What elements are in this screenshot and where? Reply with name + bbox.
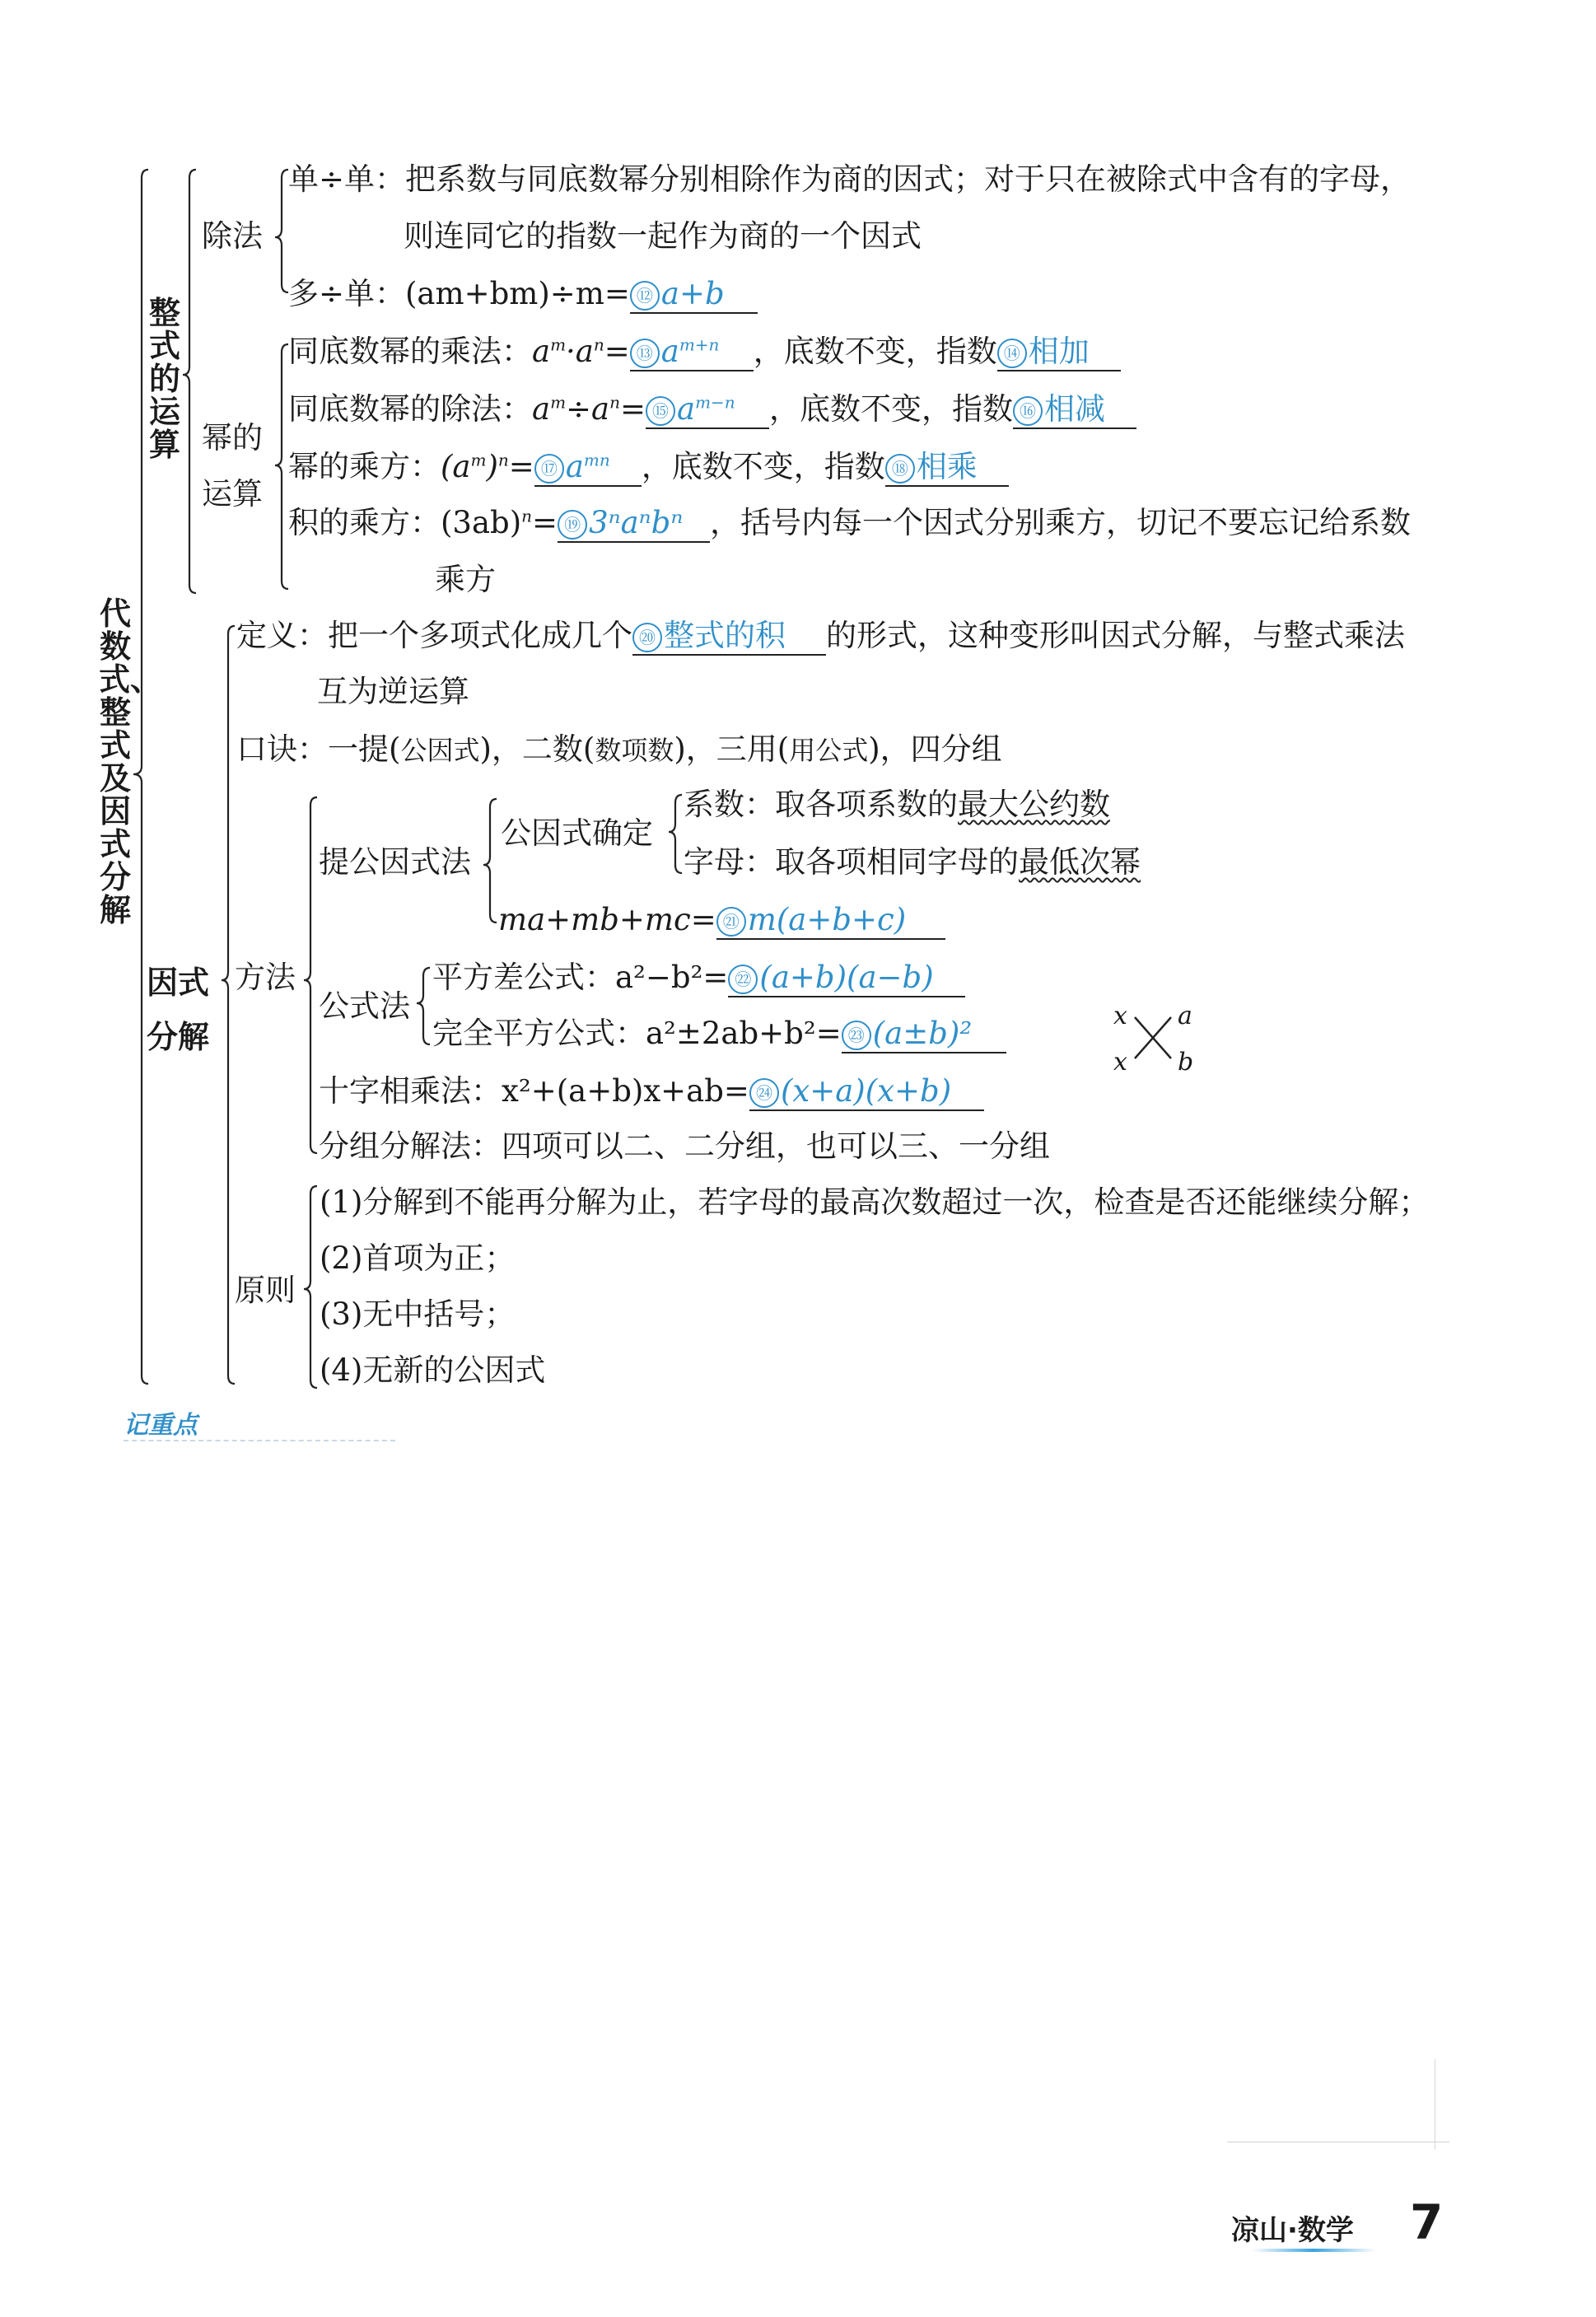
method-label: 方法 [235, 960, 296, 995]
perf-sq-blank [842, 1016, 1006, 1053]
factor-def-answer: 整式的积 [664, 618, 786, 653]
power-mul-rule: 同底数幂的乘法：$a^m\cdot a^n=$ ⑬ $a^{m+n}$ ，底数不变，指数 ⑭ 相加 [288, 334, 1121, 371]
factor-def-num: ⑳ [632, 623, 662, 652]
power-prod-answer: 3ⁿaⁿbⁿ [589, 505, 684, 540]
power-prod-rule [288, 505, 1411, 543]
diff-sq-prefix: 平方差公式：a²−b²= [432, 960, 729, 995]
power-pow-answer-base: a [565, 449, 584, 484]
cross-b: b [1178, 1048, 1194, 1077]
mnemonic-e: )，三用( [674, 731, 790, 767]
footer-accent-bar [1252, 2249, 1375, 2252]
power-pow-answer2: 相乘 [916, 449, 978, 484]
cross-prefix: 十字相乘法：x²+(a+b)x+ab= [319, 1073, 749, 1109]
diff-square-formula [432, 960, 965, 997]
cross-method-formula [319, 1073, 984, 1111]
footer-title: 凉山·数学 [1231, 2214, 1354, 2247]
power-mul-blank [630, 334, 754, 371]
mono-division-rule: 单÷单：把系数与同底数幂分别相除作为商的因式；对于只在被除式中含有的字母， [288, 161, 1411, 197]
power-mul-answer-base: a [660, 334, 679, 369]
power-mul-prefix: 同底数幂的乘法： [288, 334, 532, 369]
cross-x1: x [1113, 1002, 1127, 1030]
cross-answer: (x+a)(x+b) [780, 1073, 952, 1109]
mnemonic-g: )，四分组 [868, 731, 1002, 767]
note-divider [124, 1440, 395, 1441]
formula-method-label: 公式法 [319, 988, 410, 1024]
power-prod-mid: ，括号内每一个因式分别乘方，切记不要忘记给系数 [710, 505, 1412, 540]
power-mul-answer-exp: m+n [679, 334, 720, 355]
power-div-prefix: 同底数幂的除法： [288, 391, 532, 427]
common-factor-determine-label: 公因式确定 [501, 815, 653, 851]
poly-division-rule [288, 276, 758, 314]
power-prod-num: ⑲ [558, 510, 587, 540]
factor-def-cont: 互为逆运算 [317, 674, 469, 709]
principle-4: (4)无新的公因式 [320, 1352, 546, 1388]
power-div-rule: 同底数幂的除法：$a^m\div a^n=$ ⑮ $a^{m-n}$ ，底数不变，指数 ⑯ 相减 [288, 391, 1136, 429]
power-mul-num: ⑬ [630, 339, 660, 368]
power-pow-blank2 [885, 449, 1009, 487]
power-pow-rule: 幂的乘方：$(a^m)^n=$ ⑰ $a^{mn}$ ，底数不变，指数 ⑱ 相乘 [288, 449, 1009, 487]
power-ops-label-2: 运算 [202, 476, 263, 512]
power-div-num2: ⑯ [1013, 396, 1043, 426]
power-prod-prefix: 积的乘方：(3ab) [288, 505, 522, 540]
power-mul-answer2: 相加 [1028, 334, 1090, 369]
cross-blank [749, 1073, 984, 1111]
principle-3: (3)无中括号； [320, 1296, 516, 1332]
mono-division-cont: 则连同它的指数一起作为商的一个因式 [404, 218, 922, 254]
root-title-text: 代数式、整式及因式分解 [99, 595, 162, 928]
power-pow-answer-exp: mn [583, 450, 610, 470]
factor-mnemonic [236, 731, 1002, 768]
extract-label: 提公因式法 [319, 844, 471, 880]
power-prod-blank [558, 505, 710, 543]
division-label: 除法 [202, 218, 263, 254]
extract-num: ㉑ [716, 907, 746, 937]
perf-sq-prefix: 完全平方公式：a²±2ab+b²= [432, 1016, 842, 1051]
extract-eq: ma+mb+mc= [498, 902, 716, 937]
cross-x2: x [1113, 1048, 1127, 1077]
letter-prefix: 字母：取各项相同字母的 [684, 844, 1019, 880]
extract-answer: m(a+b+c) [747, 902, 907, 937]
power-pow-num2: ⑱ [885, 454, 915, 483]
page-number: 7 [1410, 2194, 1444, 2250]
principle-2: (2)首项为正； [320, 1240, 516, 1276]
mnemonic-c: )，二数( [479, 731, 595, 767]
diff-sq-answer: (a+b)(a−b) [759, 960, 934, 995]
power-pow-num: ⑰ [534, 454, 564, 483]
letter-rule [684, 844, 1141, 881]
power-prod-eq: = [532, 505, 558, 540]
power-pow-mid: ，底数不变，指数 [641, 449, 885, 484]
coefficient-rule [684, 787, 1110, 823]
factor-def-prefix: 定义：把一个多项式化成几个 [236, 618, 632, 653]
poly-division-blank [630, 276, 758, 314]
power-div-blank2 [1013, 391, 1136, 429]
mnemonic-d: 数项数 [595, 735, 674, 766]
coef-prefix: 系数：取各项系数的 [684, 787, 958, 822]
power-ops-label-1: 幂的 [202, 420, 263, 455]
power-div-answer-base: a [677, 391, 696, 427]
power-div-num: ⑮ [646, 396, 675, 426]
power-mul-num2: ⑭ [997, 339, 1027, 368]
perfect-square-formula [432, 1016, 1006, 1053]
principle-label: 原则 [235, 1273, 296, 1308]
factor-definition [236, 618, 1405, 656]
power-div-answer2: 相减 [1044, 391, 1105, 427]
cross-a: a [1178, 1002, 1192, 1030]
perf-sq-answer: (a±b)² [872, 1016, 973, 1051]
power-pow-blank [534, 449, 642, 487]
factorization-title: 因式分解 [147, 964, 210, 1055]
cross-num: ㉔ [749, 1078, 779, 1108]
power-div-mid: ，底数不变，指数 [769, 391, 1013, 427]
mnemonic-b: 公因式 [400, 735, 480, 766]
extract-blank [716, 902, 945, 940]
extract-formula [498, 902, 945, 940]
perf-sq-num: ㉓ [842, 1021, 871, 1050]
power-pow-prefix: 幂的乘方： [288, 449, 441, 484]
integer-ops-title-text: 整式的运算 [148, 294, 180, 463]
coef-wavy: 最大公约数 [958, 787, 1110, 822]
factor-def-suffix: 的形式，这种变形叫因式分解，与整式乘法 [826, 618, 1405, 653]
principle-1: (1)分解到不能再分解为止，若字母的最高次数超过一次，检查是否还能继续分解； [320, 1184, 1430, 1220]
poly-division-answer: a+b [660, 276, 725, 311]
power-prod-cont: 乘方 [435, 562, 496, 597]
factor-def-blank [632, 618, 826, 656]
note-label: 记重点 [124, 1411, 198, 1440]
power-mul-blank2 [997, 334, 1121, 371]
diff-sq-blank [728, 960, 965, 997]
grouping-method: 分组分解法：四项可以二、二分组，也可以三、一分组 [319, 1128, 1050, 1164]
poly-division-num: ⑫ [630, 281, 660, 311]
mnemonic-a: 口诀：一提( [236, 731, 401, 767]
diff-sq-num: ㉒ [728, 965, 758, 994]
letter-wavy: 最低次幂 [1019, 844, 1141, 880]
power-div-blank [646, 391, 769, 429]
poly-division-prefix: 多÷单：(am+bm)÷m= [288, 276, 630, 311]
power-mul-mid: ，底数不变，指数 [753, 334, 997, 369]
power-prod-exp: n [521, 506, 533, 526]
power-div-answer-exp: m−n [695, 392, 735, 413]
mnemonic-f: 用公式 [789, 735, 869, 766]
